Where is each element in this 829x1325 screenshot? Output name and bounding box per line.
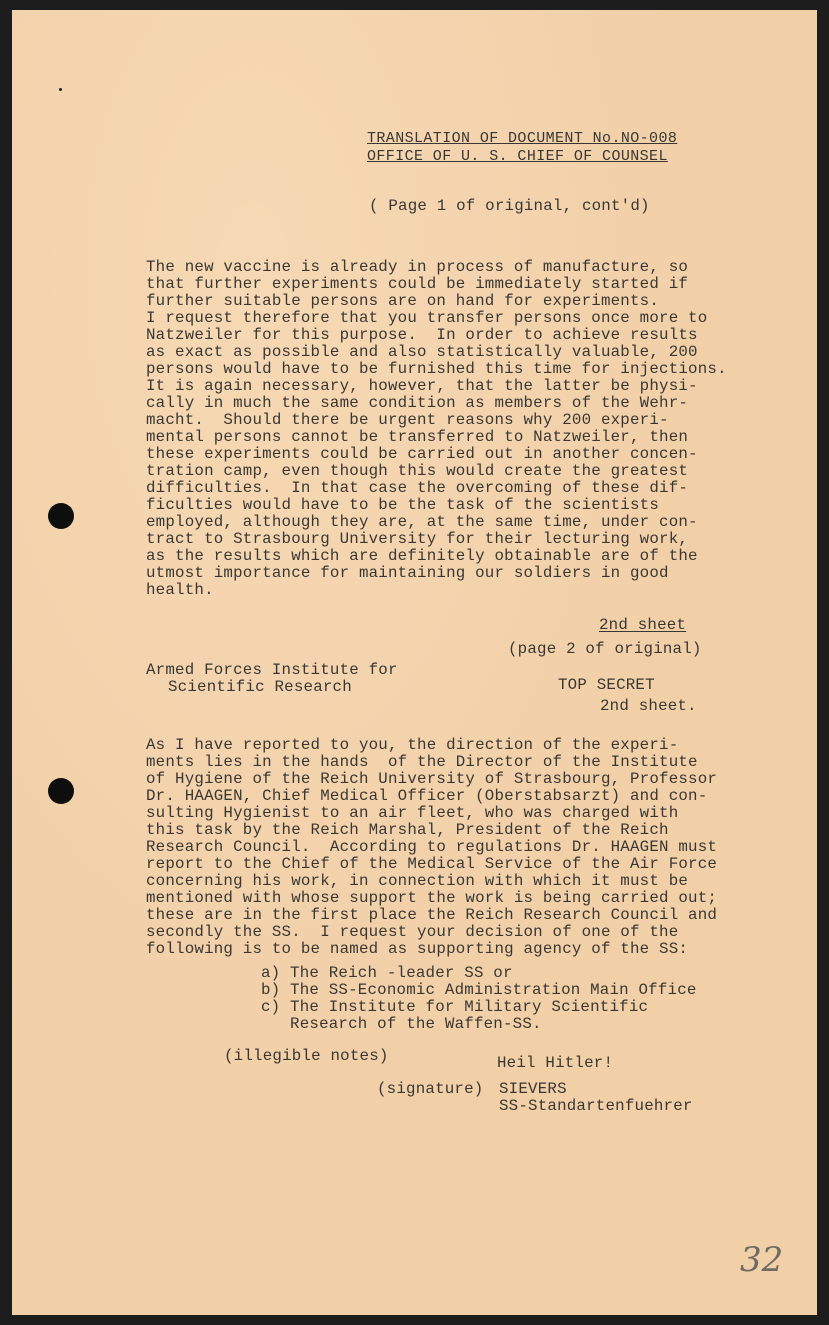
sheet-label-2: 2nd sheet. bbox=[600, 697, 697, 715]
header-line-1: TRANSLATION OF DOCUMENT No.NO-008 bbox=[367, 130, 678, 147]
paragraph-line: difficulties. In that case the overcoming of these dif- bbox=[146, 479, 689, 497]
sheet-label: 2nd sheet bbox=[599, 616, 687, 634]
page-2-note: (page 2 of original) bbox=[508, 640, 702, 658]
paragraph-line: secondly the SS. I request your decision of one of the bbox=[146, 923, 679, 941]
institute-line-1: Armed Forces Institute for bbox=[146, 661, 398, 679]
paragraph-line: I request therefore that you transfer persons once more to bbox=[146, 309, 708, 327]
signature-label: (signature) bbox=[377, 1080, 484, 1098]
paragraph-line: as exact as possible and also statistically valuable, 200 bbox=[146, 343, 698, 361]
paragraph-line: Research Council. According to regulations Dr. HAAGEN must bbox=[146, 838, 718, 856]
paragraph-line: Dr. HAAGEN, Chief Medical Officer (Oberstabsarzt) and con- bbox=[146, 787, 708, 805]
paragraph-line: Natzweiler for this purpose. In order to achieve results bbox=[146, 326, 698, 344]
paragraph-line: tract to Strasbourg University for their lecturing work, bbox=[146, 530, 689, 548]
signer-name: SIEVERS bbox=[499, 1080, 567, 1098]
document-page bbox=[12, 10, 817, 1315]
paragraph-line: concerning his work, in connection with which it must be bbox=[146, 872, 689, 890]
institute-line-2: Scientific Research bbox=[168, 678, 352, 696]
paragraph-line: of Hygiene of the Reich University of Strasbourg, Professor bbox=[146, 770, 718, 788]
paragraph-line: these experiments could be carried out in another concen- bbox=[146, 445, 698, 463]
paragraph-line: The new vaccine is already in process of manufacture, so bbox=[146, 258, 689, 276]
paragraph-line: cally in much the same condition as members of the Wehr- bbox=[146, 394, 689, 412]
handwritten-page-number: 32 bbox=[740, 1240, 784, 1280]
paragraph-line: following is to be named as supporting agency of the SS: bbox=[146, 940, 689, 958]
option-item: c) The Institute for Military Scientific bbox=[261, 998, 649, 1016]
paragraph-line: macht. Should there be urgent reasons why 200 experi- bbox=[146, 411, 669, 429]
paragraph-line: employed, although they are, at the same time, under con- bbox=[146, 513, 698, 531]
paragraph-line: ments lies in the hands of the Director of the Institute bbox=[146, 753, 698, 771]
paragraph-line: mental persons cannot be transferred to Natzweiler, then bbox=[146, 428, 689, 446]
classification-label: TOP SECRET bbox=[558, 676, 655, 694]
option-item: a) The Reich -leader SS or bbox=[261, 964, 513, 982]
header-line-2: OFFICE OF U. S. CHIEF OF COUNSEL bbox=[367, 148, 668, 165]
paragraph-line: further suitable persons are on hand for experiments. bbox=[146, 292, 660, 310]
paragraph-line: these are in the first place the Reich Research Council and bbox=[146, 906, 718, 924]
speck bbox=[59, 88, 62, 91]
closing: Heil Hitler! bbox=[497, 1054, 614, 1072]
paragraph-line: tration camp, even though this would create the greatest bbox=[146, 462, 689, 480]
paragraph-line: As I have reported to you, the direction of the experi- bbox=[146, 736, 679, 754]
paragraph-line: utmost importance for maintaining our soldiers in good bbox=[146, 564, 669, 582]
option-item: Research of the Waffen-SS. bbox=[261, 1015, 542, 1033]
punch-hole bbox=[48, 503, 74, 529]
paragraph-line: this task by the Reich Marshal, President of the Reich bbox=[146, 821, 669, 839]
paragraph-line: ficulties would have to be the task of the scientists bbox=[146, 496, 660, 514]
page-note: ( Page 1 of original, cont'd) bbox=[369, 197, 650, 215]
paragraph-line: It is again necessary, however, that the latter be physi- bbox=[146, 377, 698, 395]
paragraph-line: report to the Chief of the Medical Service of the Air Force bbox=[146, 855, 718, 873]
paragraph-line: mentioned with whose support the work is being carried out; bbox=[146, 889, 718, 907]
paragraph-line: persons would have to be furnished this time for injections. bbox=[146, 360, 727, 378]
paragraph-line: sulting Hygienist to an air fleet, who was charged with bbox=[146, 804, 679, 822]
punch-hole bbox=[48, 778, 74, 804]
paragraph-line: health. bbox=[146, 581, 214, 599]
option-item: b) The SS-Economic Administration Main Office bbox=[261, 981, 697, 999]
paragraph-line: that further experiments could be immediately started if bbox=[146, 275, 689, 293]
paragraph-line: as the results which are definitely obtainable are of the bbox=[146, 547, 698, 565]
signer-title: SS-Standartenfuehrer bbox=[499, 1097, 693, 1115]
illegible-notes: (illegible notes) bbox=[224, 1047, 389, 1065]
